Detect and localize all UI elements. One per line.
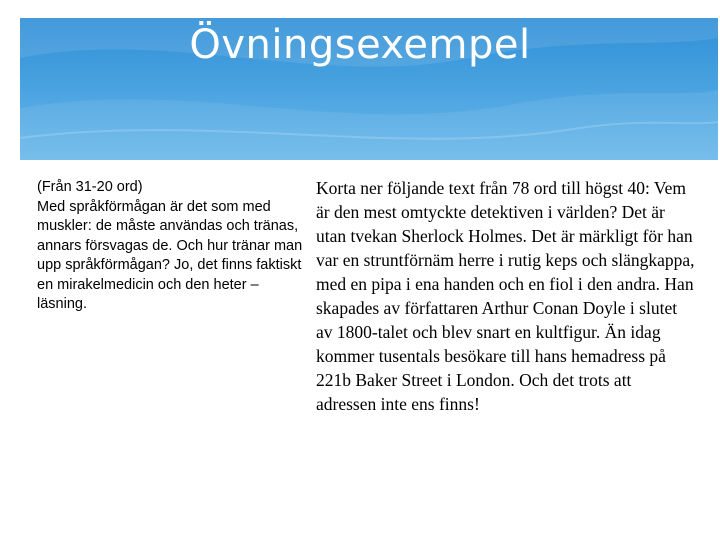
left-text-block — [37, 178, 307, 315]
right-text-block: Korta ner följande text från 78 ord till högst 40: Vem är den mest omtyckte detektiven i världen? Det är utan tvekan Sherlock Holmes. Det är märkligt för han var en struntförnäm herre i rutig keps och slängkappa, med en pipa i ena handen och en fiol i den andra. Han skapades av författaren Arthur Conan Doyle i slutet av 1800-talet och blev snart en kultfigur. Än idag kommer tusentals besökare till hans hemadress på 221b Baker Street i London. Och det trots att adressen inte ens finns! — [316, 178, 695, 414]
left-heading: (Från 31-20 ord) — [37, 179, 143, 195]
slide-title: Övningsexempel — [189, 22, 531, 68]
left-body: Med språkförmågan är det som med muskler: de måste användas och tränas, annars försvagas de. Och hur tränar man upp språkförmågan? Jo, det finns faktiskt en mirakelmedicin och den heter – läsning. — [37, 198, 303, 312]
